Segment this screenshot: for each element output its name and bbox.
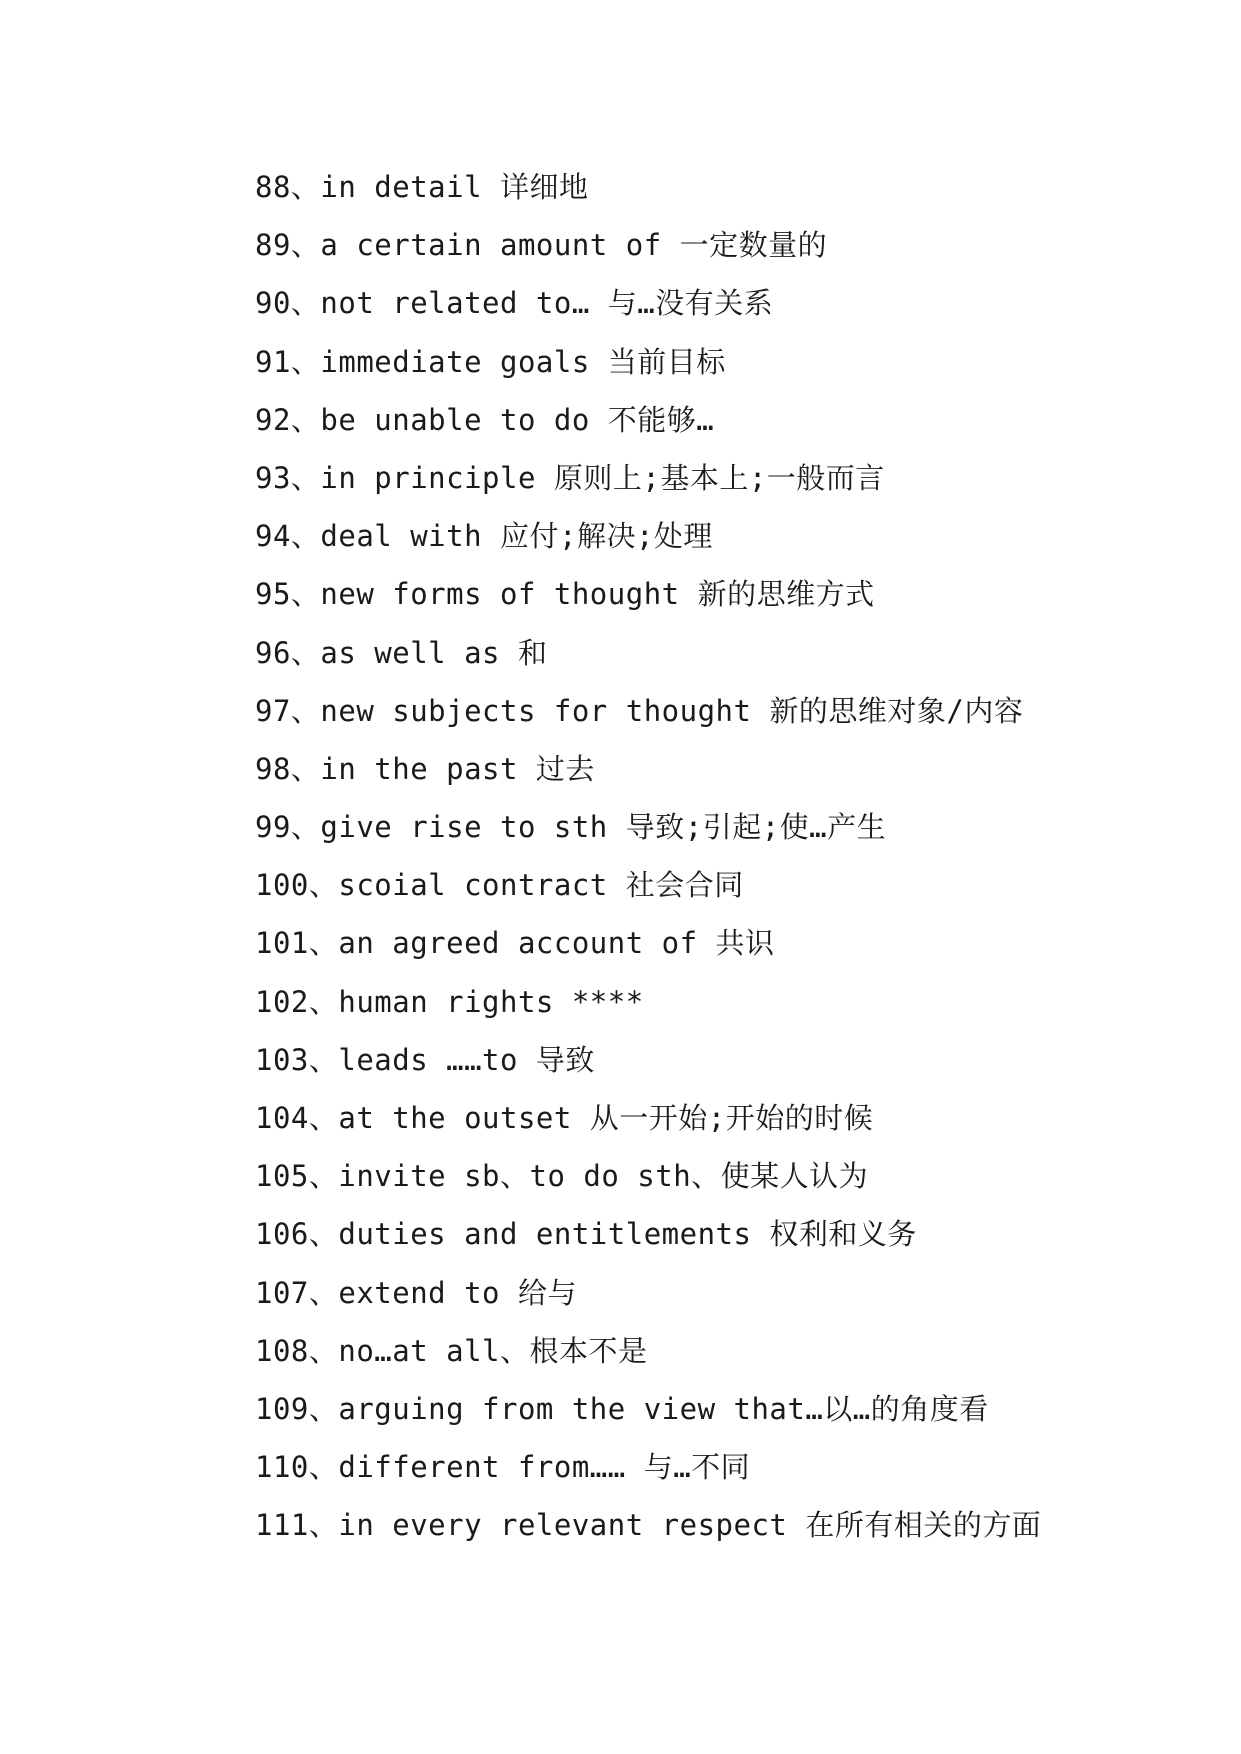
list-item: 110、different from…… 与…不同 <box>255 1450 751 1485</box>
list-item: 104、at the outset 从一开始;开始的时候 <box>255 1101 874 1135</box>
list-item: 107、extend to 给与 <box>255 1275 577 1310</box>
list-item: 101、an agreed account of 共识 <box>255 926 775 961</box>
list-item: 88、in detail 详细地 <box>255 170 589 204</box>
list-item: 106、duties and entitlements 权利和义务 <box>255 1217 917 1252</box>
list-item: 105、invite sb、to do sth、使某人认为 <box>255 1159 869 1194</box>
list-item: 96、as well as 和 <box>255 635 548 670</box>
list-item: 89、a certain amount of 一定数量的 <box>255 228 828 263</box>
list-item: 100、scoial contract 社会合同 <box>255 868 744 903</box>
vocabulary-list <box>255 158 1041 1555</box>
list-item: 111、in every relevant respect 在所有相关的方面 <box>255 1508 1042 1543</box>
list-item: 97、new subjects for thought 新的思维对象/内容 <box>255 693 1024 728</box>
list-item: 95、new forms of thought 新的思维方式 <box>255 577 875 612</box>
list-item: 93、in principle 原则上;基本上;一般而言 <box>255 460 885 495</box>
list-item: 109、arguing from the view that…以…的角度看 <box>255 1391 989 1426</box>
list-item: 108、no…at all、根本不是 <box>255 1333 648 1368</box>
list-item: 92、be unable to do 不能够… <box>255 402 715 437</box>
list-item: 94、deal with 应付;解决;处理 <box>255 519 713 554</box>
list-item: 102、human rights **** <box>255 984 644 1019</box>
list-item: 90、not related to… 与…没有关系 <box>255 286 774 321</box>
list-item: 91、immediate goals 当前目标 <box>255 344 726 379</box>
list-item: 103、leads ……to 导致 <box>255 1042 595 1077</box>
list-item: 99、give rise to sth 导致;引起;使…产生 <box>255 810 887 845</box>
list-item: 98、in the past 过去 <box>255 751 595 786</box>
